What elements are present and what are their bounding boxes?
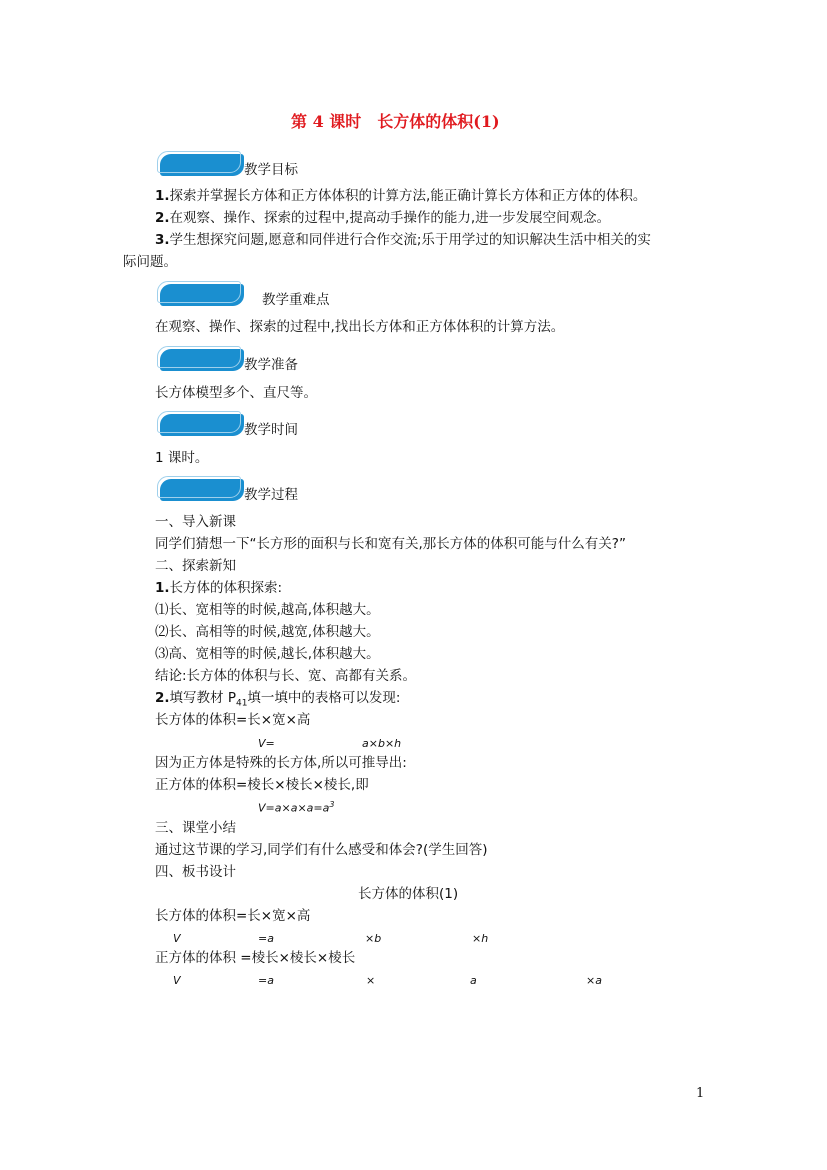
process-line: ⑵长、高相等的时候,越宽,体积越大。 [155,624,380,640]
section-badge-icon [160,479,244,501]
process-line: 三、课堂小结 [155,820,236,836]
keypoints-text: 在观察、操作、探索的过程中,找出长方体和正方体体积的计算方法。 [155,319,565,335]
formula-cube: $V=a\times a\times a=a^3$ [258,800,335,815]
goal-3-continued: 际问题。 [123,254,177,270]
board-h: ×h [472,932,489,945]
process-line: ⑴长、宽相等的时候,越高,体积越大。 [155,602,380,618]
formula-abh: a×b×h [362,737,402,750]
process-line: 四、板书设计 [155,864,236,880]
section-badge-icon [160,154,244,176]
board-x: × [366,974,376,987]
board-a: =a [258,974,274,987]
goal-2: 2.在观察、操作、探索的过程中,提高动手操作的能力,进一步发展空间观念。 [155,210,611,226]
page-number: 1 [696,1086,705,1101]
process-line: ⑶高、宽相等的时候,越长,体积越大。 [155,646,380,662]
process-line: 结论:长方体的体积与长、宽、高都有关系。 [155,668,417,684]
board-b: ×b [365,932,382,945]
section-heading-prep: 教学准备 [244,357,298,373]
board-line: 正方体的体积 =棱长×棱长×棱长 [155,950,356,966]
board-title: 长方体的体积(1) [358,886,459,902]
section-badge-icon [160,284,244,306]
section-badge-icon [160,349,244,371]
goal-3: 3.学生想探究问题,愿意和同伴进行合作交流;乐于用学过的知识解决生活中相关的实 [155,232,651,248]
section-heading-goals: 教学目标 [244,162,298,178]
process-line: 通过这节课的学习,同学们有什么感受和体会?(学生回答) [155,842,488,858]
board-v: V [173,932,181,945]
process-line: 1.长方体的体积探索: [155,580,283,596]
process-line: 二、探索新知 [155,558,236,574]
process-line: 一、导入新课 [155,514,236,530]
section-heading-process: 教学过程 [244,487,298,503]
formula-v: V= [258,737,275,750]
page-title: 第 4 课时 长方体的体积(1) [291,112,500,131]
section-badge-icon [160,414,244,436]
process-line: 长方体的体积=长×宽×高 [155,712,311,728]
section-heading-time: 教学时间 [244,422,298,438]
process-line: 同学们猜想一下“长方形的面积与长和宽有关,那长方体的体积可能与什么有关?” [155,536,626,552]
process-line: 正方体的体积=棱长×棱长×棱长,即 [155,777,369,793]
board-line: 长方体的体积=长×宽×高 [155,908,311,924]
process-line: 因为正方体是特殊的长方体,所以可推导出: [155,755,407,771]
board-a: =a [258,932,274,945]
board-xa: ×a [586,974,602,987]
time-text: 1 课时。 [155,450,209,466]
prep-text: 长方体模型多个、直尺等。 [155,385,317,401]
board-v: V [173,974,181,987]
goal-1: 1.探索并掌握长方体和正方体体积的计算方法,能正确计算长方体和正方体的体积。 [155,188,647,204]
process-line: 2.填写教材 $P_{41}$填一填中的表格可以发现: [155,690,401,709]
section-heading-keypoints: 教学重难点 [262,292,330,308]
board-a2: a [470,974,477,987]
